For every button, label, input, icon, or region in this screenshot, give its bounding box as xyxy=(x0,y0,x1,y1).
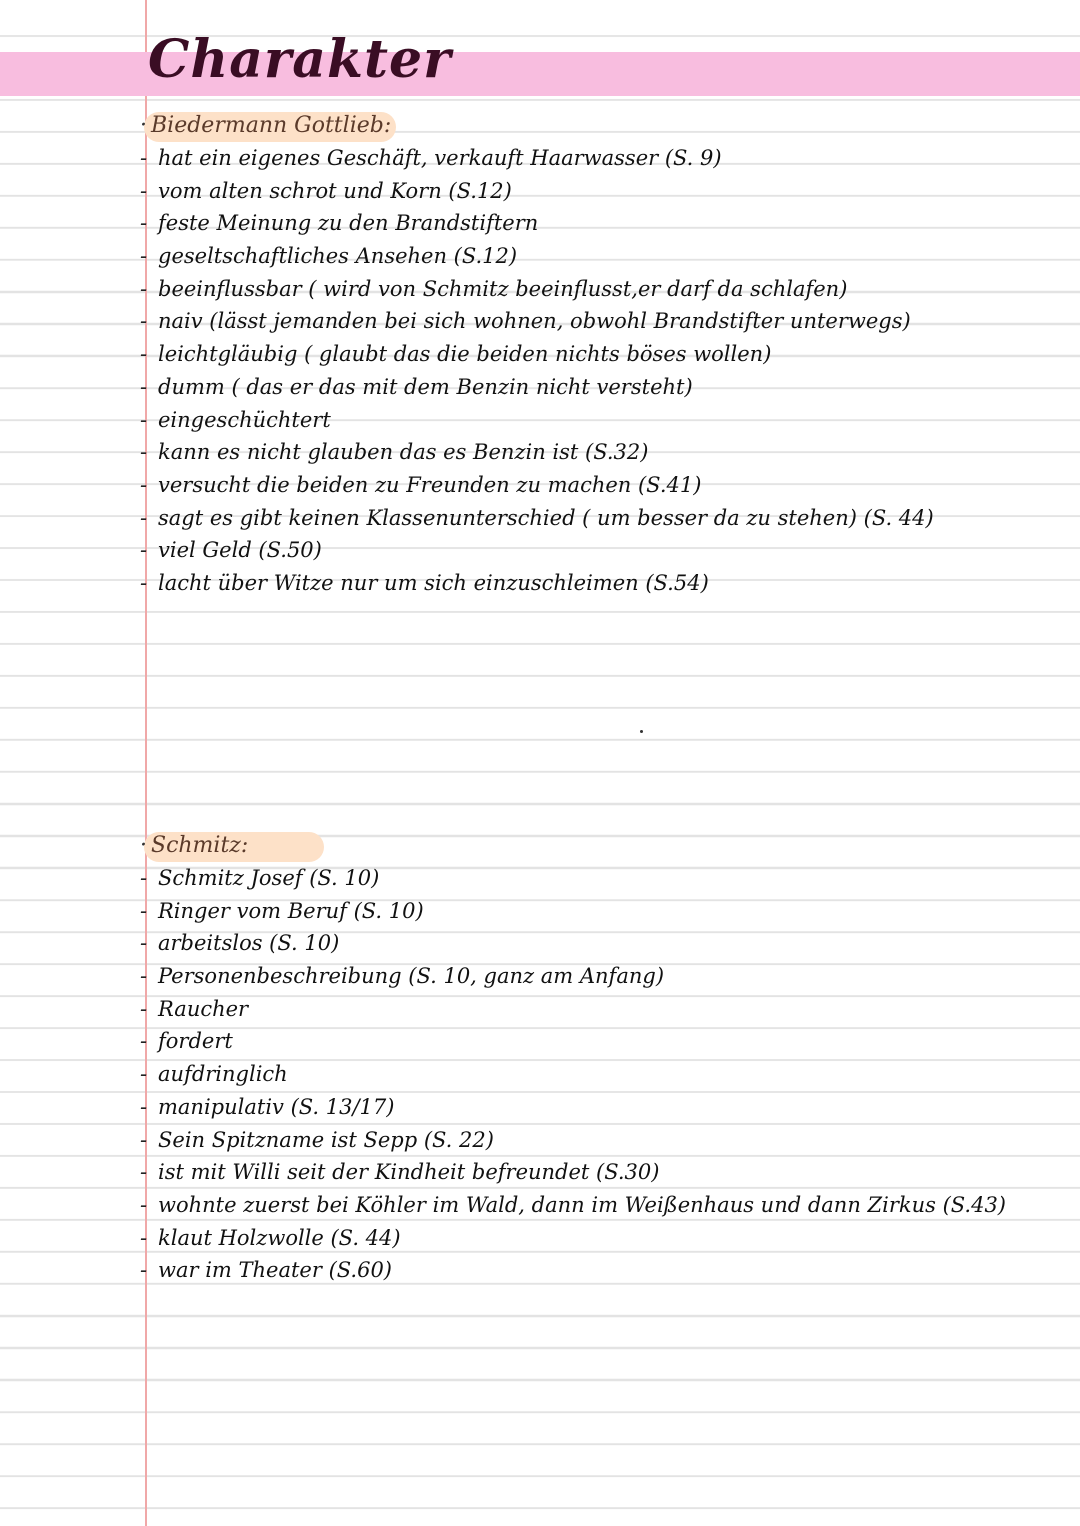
list-item xyxy=(140,371,1040,404)
list-item-text: kann es nicht glauben das es Benzin ist (S.32) xyxy=(158,440,649,465)
page-title: Charakter xyxy=(148,29,452,90)
list-item xyxy=(140,1254,1040,1287)
list-item-text: vom alten schrot und Korn (S.12) xyxy=(158,178,512,203)
list-item-text: fordert xyxy=(158,1029,233,1054)
list-item-text: Ringer vom Beruf (S. 10) xyxy=(158,898,424,923)
dash-icon: - xyxy=(140,1192,148,1217)
section-schmitz xyxy=(140,830,1040,1287)
list-item xyxy=(140,273,1040,306)
stray-dot xyxy=(640,730,643,733)
dash-icon: - xyxy=(140,538,148,563)
dash-icon: - xyxy=(140,1225,148,1250)
list-item xyxy=(140,1124,1040,1157)
dash-icon: - xyxy=(140,374,148,399)
list-item-text: lacht über Witze nur um sich einzuschleimen (S.54) xyxy=(158,570,709,595)
trait-list xyxy=(140,862,1040,1287)
list-item xyxy=(140,338,1040,371)
dash-icon: - xyxy=(140,1258,148,1283)
list-item xyxy=(140,993,1040,1026)
list-item xyxy=(140,1222,1040,1255)
list-item-text: arbeitslos (S. 10) xyxy=(158,931,340,956)
list-item-text: Sein Spitzname ist Sepp (S. 22) xyxy=(158,1127,494,1152)
dash-icon: - xyxy=(140,1127,148,1152)
section-heading xyxy=(140,110,1040,142)
list-item-text: dumm ( das er das mit dem Benzin nicht versteht) xyxy=(158,374,693,399)
list-item xyxy=(140,175,1040,208)
dash-icon: - xyxy=(140,211,148,236)
list-item xyxy=(140,1156,1040,1189)
list-item xyxy=(140,1058,1040,1091)
list-item-text: Personenbeschreibung (S. 10, ganz am Anfang) xyxy=(158,964,665,989)
list-item-text: viel Geld (S.50) xyxy=(158,538,322,563)
dash-icon: - xyxy=(140,178,148,203)
list-item-text: ist mit Willi seit der Kindheit befreundet (S.30) xyxy=(158,1160,660,1185)
dash-icon: - xyxy=(140,276,148,301)
list-item xyxy=(140,502,1040,535)
list-item xyxy=(140,927,1040,960)
list-item xyxy=(140,960,1040,993)
list-item-text: Schmitz Josef (S. 10) xyxy=(158,866,380,890)
list-item xyxy=(140,567,1040,600)
section-heading-text: Biedermann Gottlieb: xyxy=(151,113,392,138)
bullet-dot-icon: · xyxy=(140,833,147,858)
dash-icon: - xyxy=(140,342,148,367)
list-item xyxy=(140,862,1040,895)
list-item-text: sagt es gibt keinen Klassenunterschied ( um besser da zu stehen) (S. 44) xyxy=(158,505,934,530)
dash-icon: - xyxy=(140,505,148,530)
dash-icon: - xyxy=(140,146,148,170)
list-item xyxy=(140,1189,1040,1222)
list-item xyxy=(140,469,1040,502)
list-item xyxy=(140,404,1040,437)
list-item xyxy=(140,534,1040,567)
list-item-text: leichtgläubig ( glaubt das die beiden nichts böses wollen) xyxy=(158,342,772,367)
dash-icon: - xyxy=(140,570,148,595)
list-item-text: beeinflussbar ( wird von Schmitz beeinflusst,er darf da schlafen) xyxy=(158,276,848,301)
list-item-text: geseltschaftliches Ansehen (S.12) xyxy=(158,244,518,269)
dash-icon: - xyxy=(140,1029,148,1054)
list-item xyxy=(140,1025,1040,1058)
list-item-text: aufdringlich xyxy=(158,1062,288,1087)
dash-icon: - xyxy=(140,866,148,890)
section-heading xyxy=(140,830,1040,862)
list-item-text: wohnte zuerst bei Köhler im Wald, dann im Weißenhaus und dann Zirkus (S.43) xyxy=(158,1192,1006,1217)
dash-icon: - xyxy=(140,1160,148,1185)
list-item-text: naiv (lässt jemanden bei sich wohnen, obwohl Brandstifter unterwegs) xyxy=(158,309,911,334)
dash-icon: - xyxy=(140,1062,148,1087)
dash-icon: - xyxy=(140,440,148,465)
trait-list xyxy=(140,142,1040,600)
list-item-text: hat ein eigenes Geschäft, verkauft Haarwasser (S. 9) xyxy=(158,146,722,170)
section-biedermann xyxy=(140,110,1040,600)
dash-icon: - xyxy=(140,898,148,923)
list-item xyxy=(140,142,1040,175)
list-item-text: versucht die beiden zu Freunden zu machen (S.41) xyxy=(158,472,702,497)
dash-icon: - xyxy=(140,244,148,269)
list-item-text: manipulativ (S. 13/17) xyxy=(158,1094,395,1119)
dash-icon: - xyxy=(140,472,148,497)
list-item-text: feste Meinung zu den Brandstiftern xyxy=(158,211,539,236)
dash-icon: - xyxy=(140,964,148,989)
list-item xyxy=(140,895,1040,928)
list-item xyxy=(140,207,1040,240)
list-item xyxy=(140,240,1040,273)
list-item-text: war im Theater (S.60) xyxy=(158,1258,392,1283)
dash-icon: - xyxy=(140,996,148,1021)
dash-icon: - xyxy=(140,309,148,334)
list-item xyxy=(140,305,1040,338)
list-item-text: klaut Holzwolle (S. 44) xyxy=(158,1225,401,1250)
list-item-text: Raucher xyxy=(158,996,249,1021)
dash-icon: - xyxy=(140,407,148,432)
bullet-dot-icon: · xyxy=(140,113,147,138)
list-item xyxy=(140,436,1040,469)
section-heading-text: Schmitz: xyxy=(151,833,249,858)
dash-icon: - xyxy=(140,1094,148,1119)
dash-icon: - xyxy=(140,931,148,956)
list-item xyxy=(140,1091,1040,1124)
list-item-text: eingeschüchtert xyxy=(158,407,331,432)
